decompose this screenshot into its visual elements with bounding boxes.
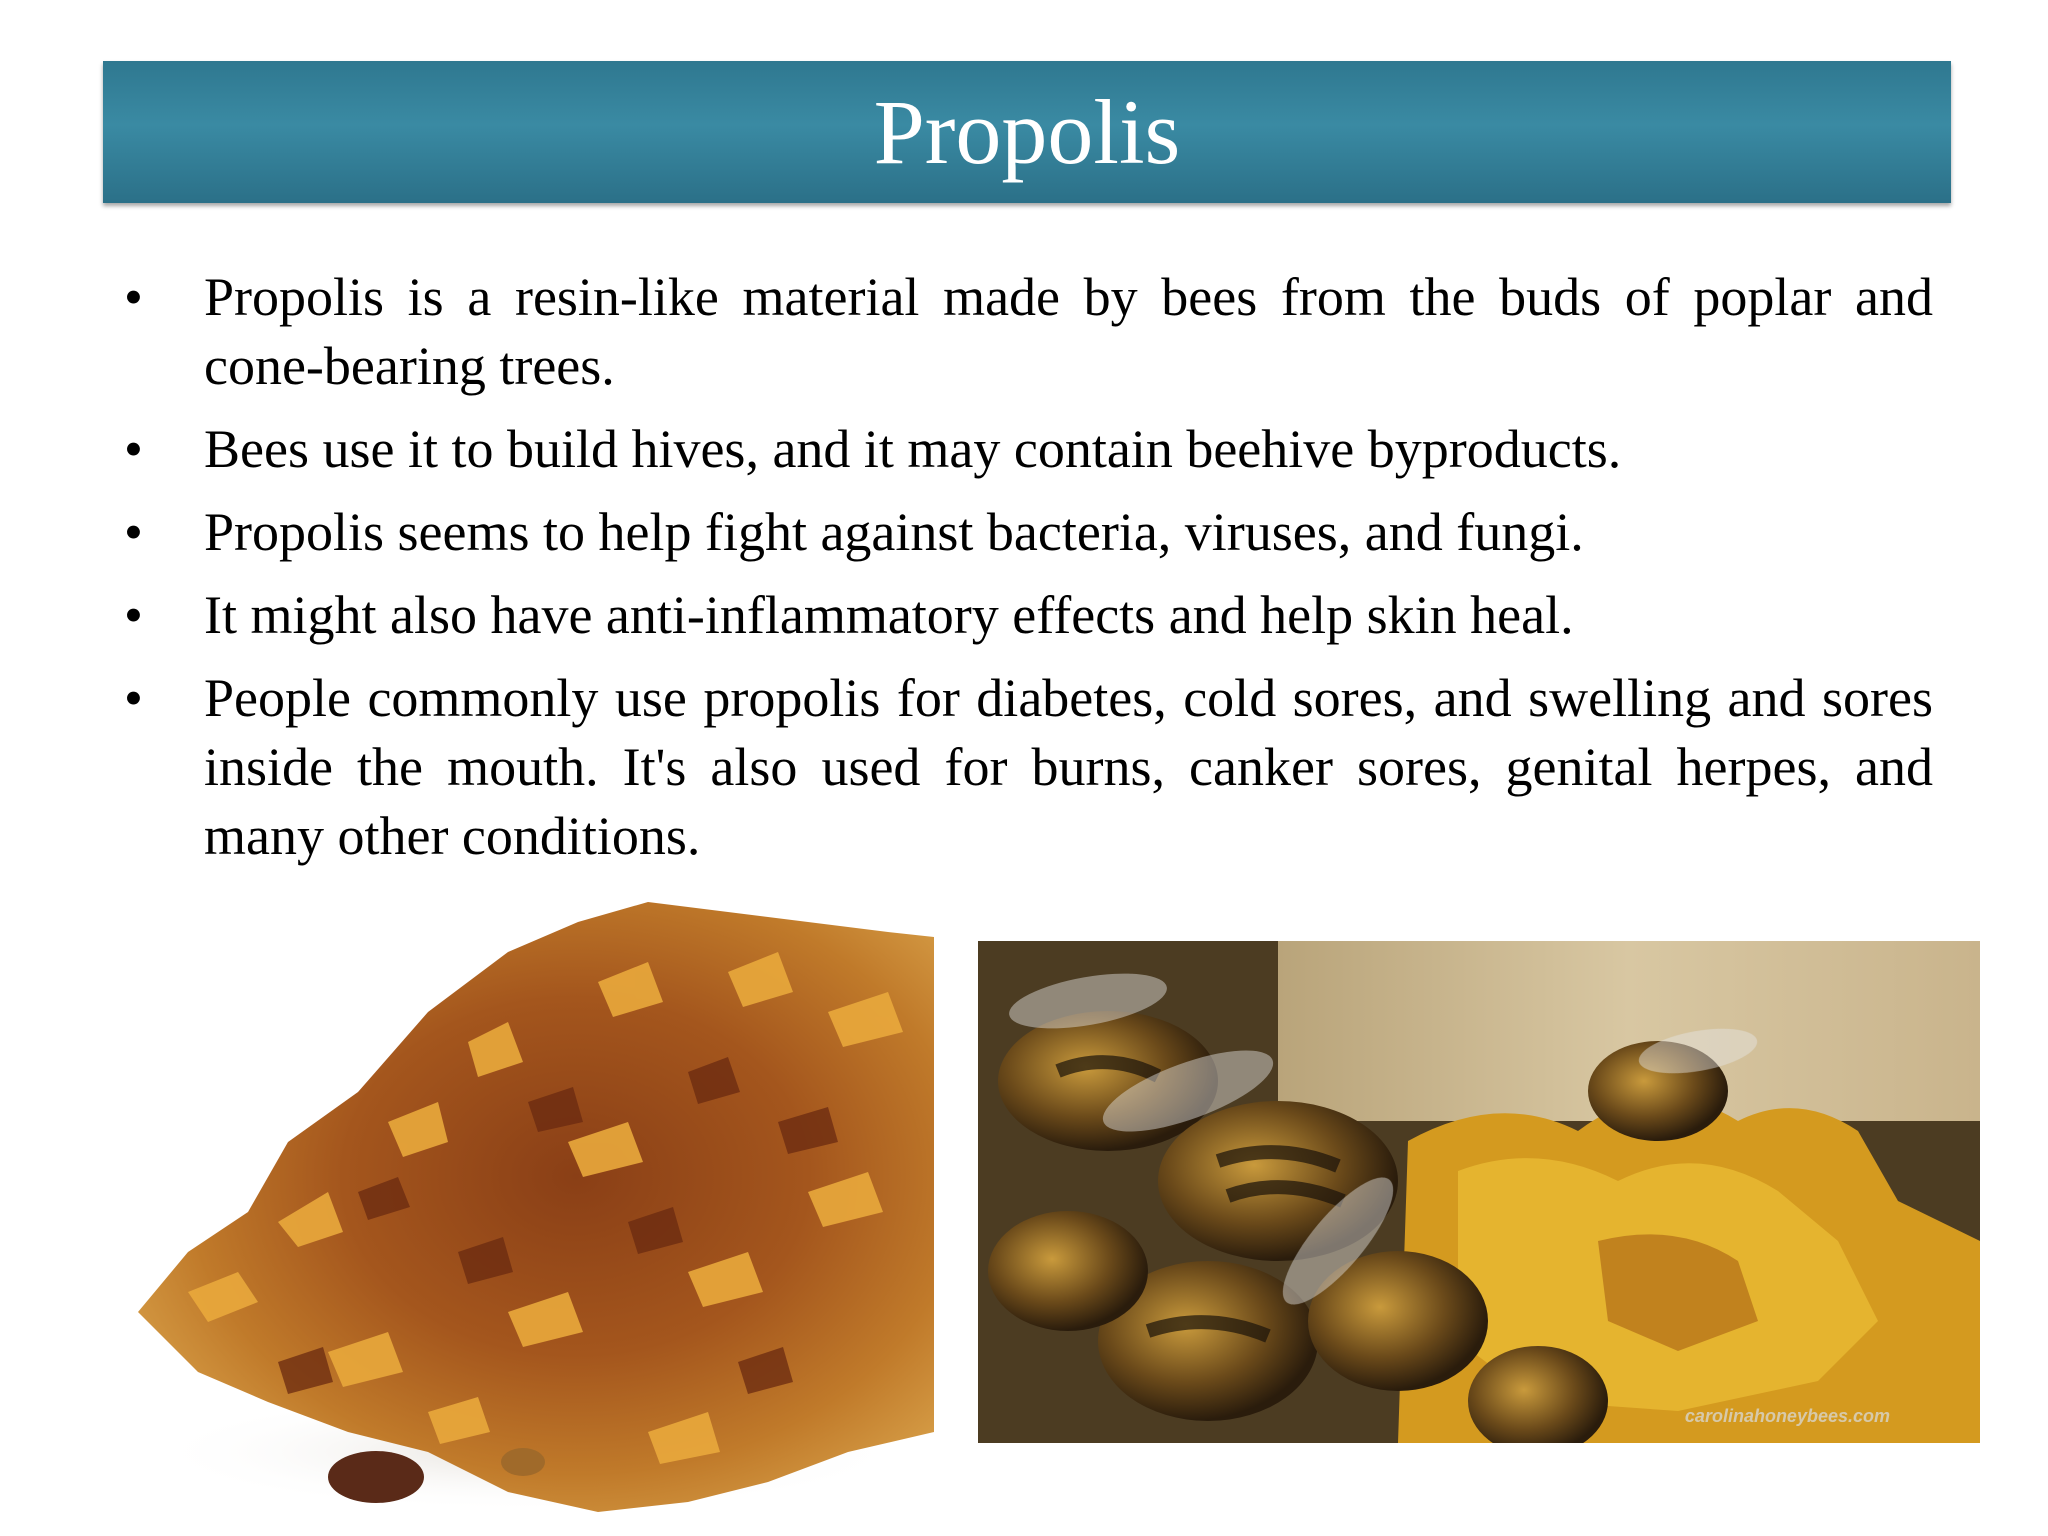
bullet-text: People commonly use propolis for diabetes, cold sores, and swelling and sores inside the mouth. It's also used for burns, canker sores, genital herpes, and many other conditions. (204, 668, 1933, 866)
bees-propolis-image (978, 941, 1980, 1443)
slide-title: Propolis (873, 81, 1181, 183)
bullet-marker: • (124, 267, 143, 327)
bullet-text: Propolis seems to help fight against bacteria, viruses, and fungi. (204, 502, 1584, 562)
bullet-item (118, 498, 1933, 567)
bullet-marker: • (124, 668, 143, 728)
bullet-item (118, 664, 1933, 871)
bullet-item (118, 263, 1933, 401)
title-bar (103, 61, 1951, 203)
bullet-list (118, 263, 1933, 885)
bullet-marker: • (124, 585, 143, 645)
bullet-item (118, 415, 1933, 484)
bullet-marker: • (124, 419, 143, 479)
image-watermark: carolinahoneybees.com (1684, 1406, 1890, 1426)
propolis-pile-image (128, 892, 934, 1536)
bullet-marker: • (124, 502, 143, 562)
bullet-item (118, 581, 1933, 650)
bullet-text: It might also have anti-inflammatory effects and help skin heal. (204, 585, 1574, 645)
bullet-text: Bees use it to build hives, and it may contain beehive byproducts. (204, 419, 1622, 479)
bullet-text: Propolis is a resin-like material made by bees from the buds of poplar and cone-bearing trees. (204, 267, 1933, 396)
